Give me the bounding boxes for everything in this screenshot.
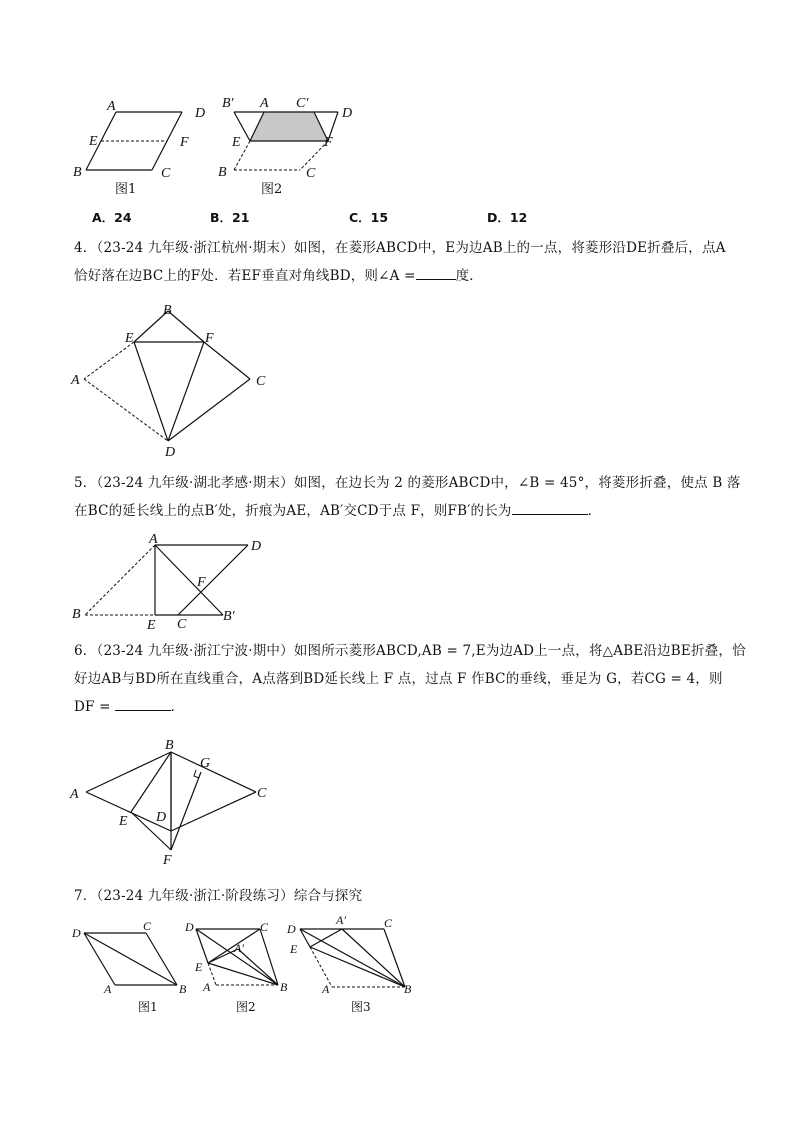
vertex-label: G [200,756,211,771]
figure-caption: 图2 [236,1000,256,1014]
vertex-label: C [306,166,316,181]
vertex-label: C [177,617,187,632]
vertex-label: A [71,373,80,388]
question-text: 7．（23-24 九年级·浙江·阶段练习）综合与探究 [74,888,363,904]
vertex-label: B [404,982,412,996]
question-text-line [74,497,724,525]
vertex-label: E [89,134,98,149]
question-text: DF = [74,699,111,715]
vertex-label: A [260,96,269,111]
vertex-label: D [251,539,262,554]
vertex-label: E [195,960,203,974]
question-5 [74,469,741,525]
question-text: ． [587,503,602,519]
answer-option-b[interactable]: B．21 [210,210,250,225]
q5-figure [60,530,290,635]
question-6 [74,637,746,721]
question-text: 好边AB与BD所在直线重合，A点落到BD延长线上 F 点，过点 F 作BC的垂线，垂足为 G，若CG = 4，则 [74,671,723,687]
figure-caption: 图1 [115,182,137,197]
q3-figure-2 [210,95,370,195]
q3-figure-1 [60,95,220,195]
vertex-label: D [185,920,194,934]
question-text-line [74,262,724,290]
q7-figure-3 [280,910,420,1015]
q4-figure [60,300,290,460]
answer-option-a[interactable]: A．24 [92,210,132,225]
vertex-label: E [119,814,128,829]
question-text: 在BC的延长线上的点B′处，折痕为AE，AB′交CD于点 F，则FB′的长为 [74,503,512,519]
answer-blank[interactable] [416,265,456,280]
vertex-label: E [290,942,298,956]
figure-caption: 图1 [138,1000,158,1014]
vertex-label: B [280,980,288,994]
vertex-label: A [107,99,116,114]
q6-figure [60,735,290,870]
figure-caption: 图2 [261,182,283,197]
vertex-label: C [257,786,267,801]
vertex-label: C [161,166,171,181]
question-text: ． [170,699,185,715]
figure-caption: 图3 [351,1000,371,1014]
vertex-label: F [180,135,189,150]
vertex-label: B [163,303,172,318]
question-text-line [74,693,724,721]
vertex-label: D [165,445,176,460]
vertex-label: D [156,810,167,825]
question-text: 恰好落在边BC上的F处．若EF垂直对角线BD，则∠A = [74,268,416,284]
vertex-label: D [287,922,296,936]
answer-option-c[interactable]: C．15 [349,210,389,225]
question-4 [74,234,724,290]
vertex-label: B [73,165,82,180]
vertex-label: C [384,916,393,930]
question-7 [74,882,724,910]
vertex-label: E [232,135,241,150]
vertex-label: B [218,165,227,180]
answer-option-d[interactable]: D．12 [487,210,528,225]
vertex-label: D [195,106,206,121]
answer-blank[interactable] [115,696,171,711]
vertex-label: A [104,982,112,996]
vertex-label: F [197,575,206,590]
vertex-label: B [72,607,81,622]
vertex-label: F [163,853,172,868]
question-text: 4．（23-24 九年级·浙江杭州·期末）如图，在菱形ABCD中，E为边AB上的一点，将菱形沿DE折叠后，点A [74,240,726,256]
question-text: 6．（23-24 九年级·浙江宁波·期中）如图所示菱形ABCD,AB = 7,E为边AD上一点，将△ABE沿边BE折叠，恰 [74,643,746,659]
q7-figure-1 [60,915,190,1015]
vertex-label: E [147,618,156,633]
answer-blank[interactable] [512,500,588,515]
vertex-label: F [205,331,214,346]
vertex-label: A [149,532,158,547]
vertex-label: B′ [223,609,235,624]
vertex-label: E [125,331,134,346]
vertex-label: A [203,980,211,994]
vertex-label: A [322,982,330,996]
vertex-label: B′ [222,96,234,111]
vertex-label: D [342,106,353,121]
vertex-label: C′ [296,96,309,111]
vertex-label: A′ [336,913,346,927]
vertex-label: C [143,919,152,933]
vertex-label: F [324,135,333,150]
vertex-label: C [256,374,266,389]
vertex-label: B [179,982,187,996]
vertex-label: D [72,926,81,940]
question-text: 度． [455,268,484,284]
vertex-label: B [165,738,174,753]
vertex-label: C [260,920,269,934]
question-text: 5．（23-24 九年级·湖北孝感·期末）如图，在边长为 2 的菱形ABCD中，∠B = 45°，将菱形折叠，使点 B 落 [74,475,741,491]
vertex-label: A′ [234,941,244,955]
vertex-label: A [70,787,79,802]
